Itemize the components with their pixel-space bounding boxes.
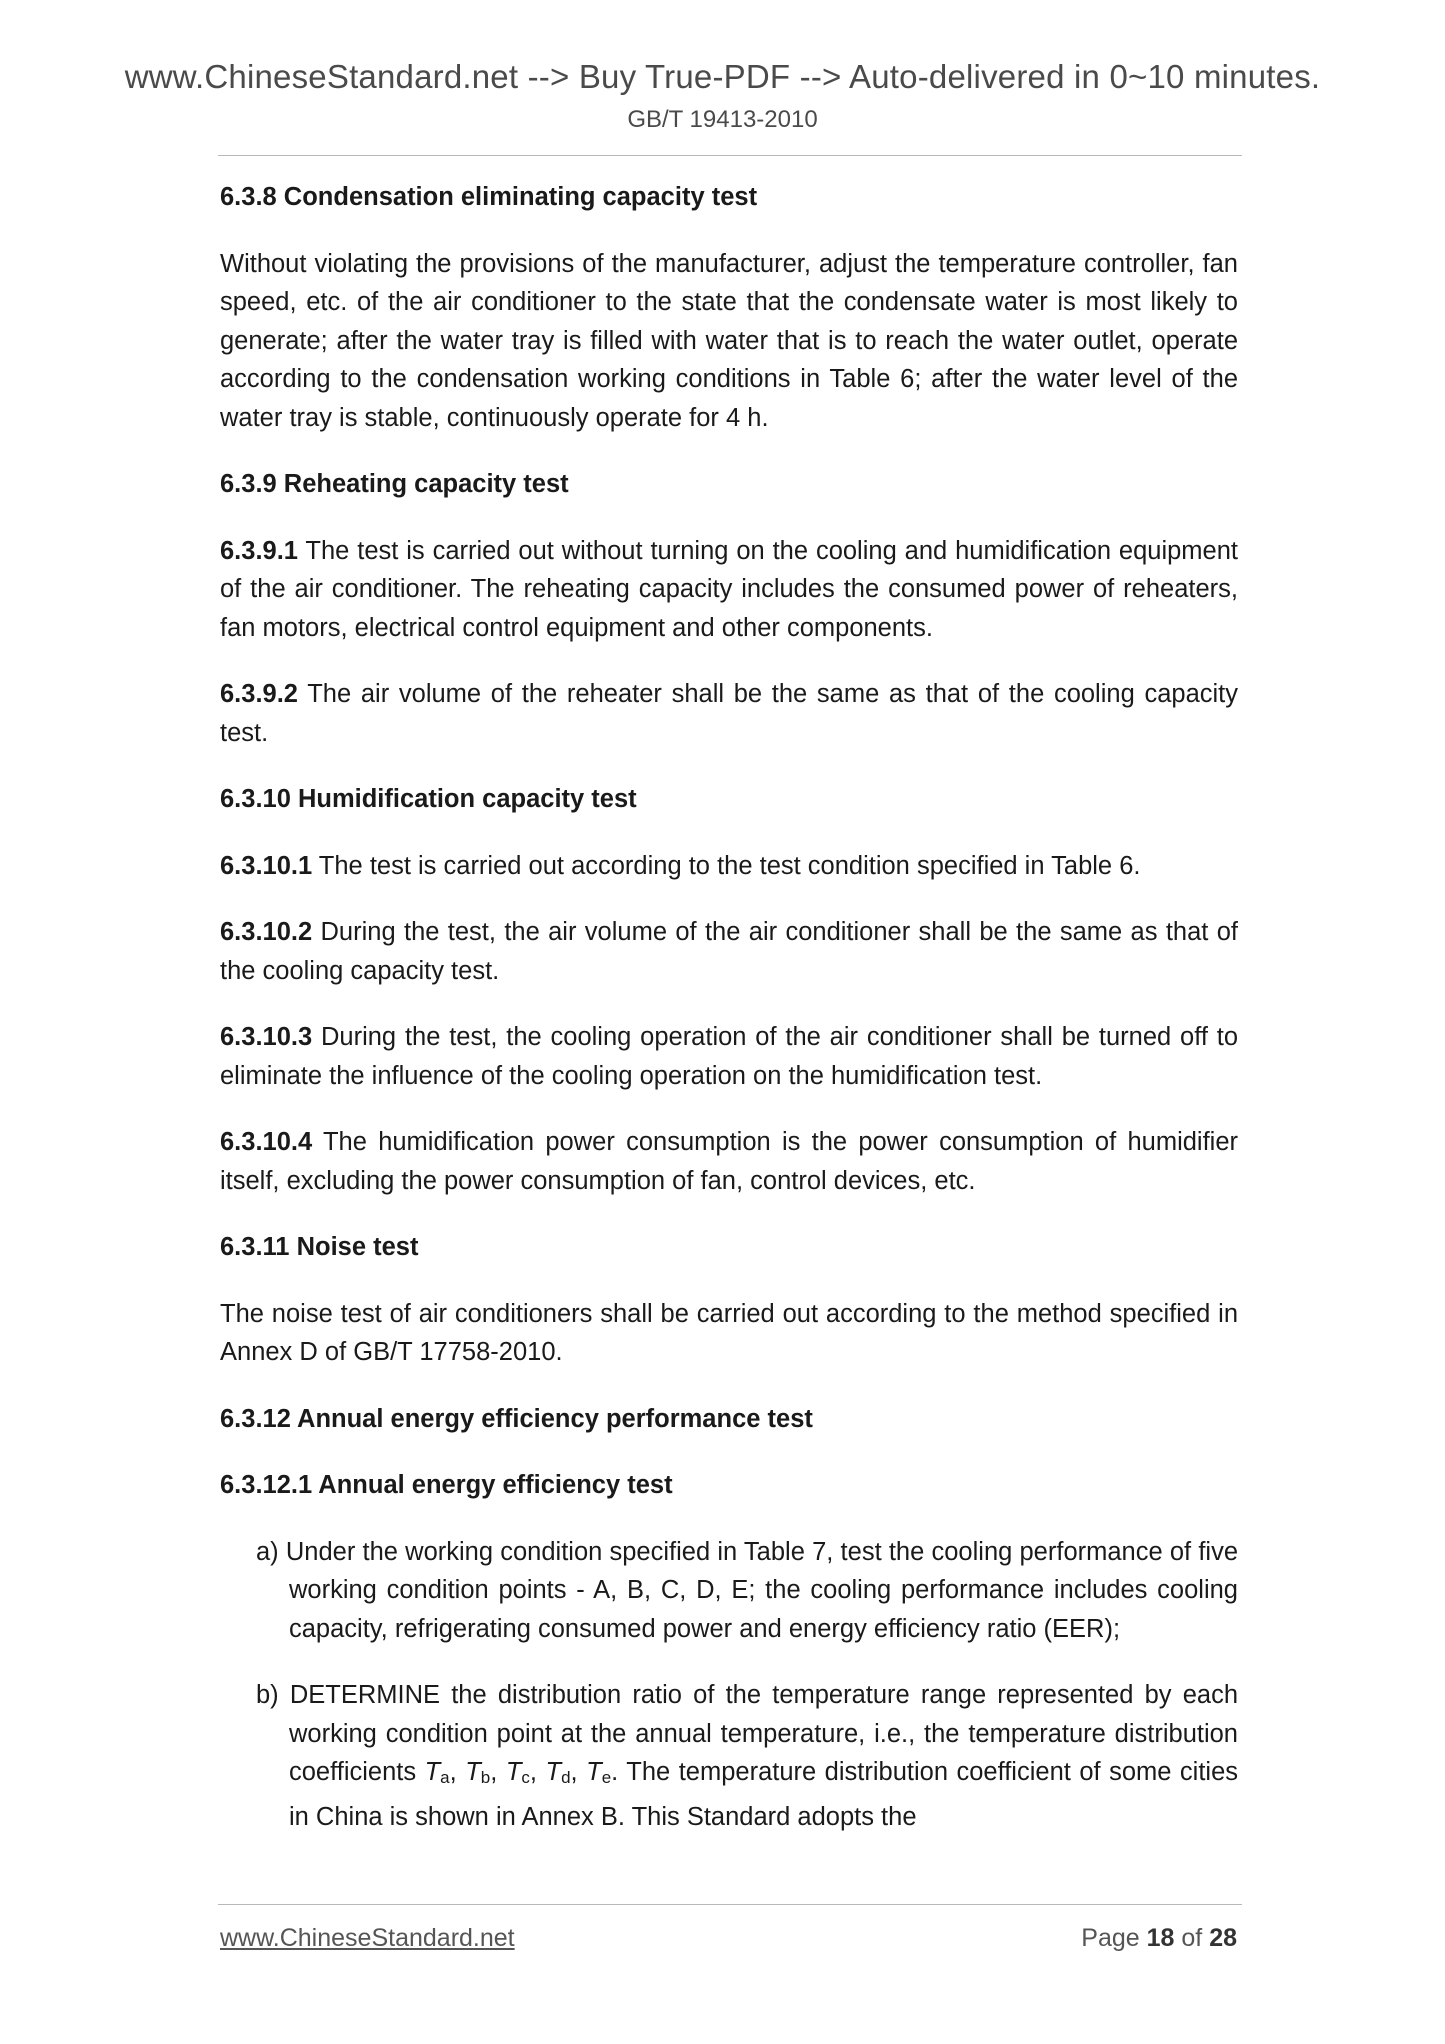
clause-number: 6.3.10.1 [220, 851, 313, 880]
coef-subscript: a [440, 1768, 450, 1787]
paragraph-6-3-10-3 [220, 1018, 1238, 1095]
page-of: of [1174, 1924, 1210, 1952]
clause-number: 6.3.10.4 [220, 1128, 313, 1156]
coef-subscript: d [561, 1768, 571, 1787]
paragraph-6-3-8: Without violating the provisions of the manufacturer, adjust the temperature controller, fan speed, etc. of the air conditioner to the state that the condensate water is most likely to generate; after the water tray is filled with water that is to reach the water outlet, operate according to the condensation working conditions in Table 6; after the water level of the water tray is stable, continuously operate for 4 h. [220, 249, 1238, 432]
clause-number: 6.3.9.2 [220, 680, 298, 708]
page-total: 28 [1209, 1924, 1237, 1952]
heading-6-3-10: 6.3.10 Humidification capacity test [220, 785, 637, 813]
coef-symbol: T [586, 1758, 602, 1786]
heading-6-3-11: 6.3.11 Noise test [220, 1233, 419, 1261]
paragraph-6-3-9-1 [220, 532, 1238, 648]
page-body [220, 178, 1238, 1836]
clause-number: 6.3.9.1 [220, 536, 298, 565]
clause-text: During the test, the cooling operation of the air conditioner shall be turned off to eliminate the influence of the cooling operation on the humidification test. [220, 1023, 1238, 1090]
coef-symbol: T [465, 1758, 481, 1786]
document-code: GB/T 19413-2010 [627, 106, 818, 133]
clause-text: The air volume of the reheater shall be the same as that of the cooling capacity test. [220, 680, 1238, 747]
coef-symbol: T [424, 1758, 441, 1786]
header-banner: www.ChineseStandard.net --> Buy True-PDF --> Auto-delivered in 0~10 minutes. [124, 58, 1321, 95]
page-indicator [1081, 1924, 1237, 1953]
coef-symbol: T [545, 1758, 562, 1786]
paragraph-6-3-11: The noise test of air conditioners shall be carried out according to the method specified in Annex D of GB/T 17758-2010. [220, 1299, 1238, 1366]
coef-separator: , [490, 1758, 506, 1786]
coef-subscript: b [480, 1768, 491, 1787]
clause-text: The humidification power consumption is the power consumption of humidifier itself, excluding the power consumption of fan, control devices, etc. [220, 1128, 1238, 1195]
list-item-b-text: . The temperature distribution coefficient of some cities in China is shown in Annex B. This Standard adopts the [289, 1758, 1239, 1831]
page-label: Page [1081, 1924, 1147, 1952]
coef-subscript: e [601, 1768, 612, 1787]
paragraph-6-3-10-2 [220, 913, 1238, 990]
heading-6-3-12: 6.3.12 Annual energy efficiency performance test [220, 1404, 813, 1433]
coef-symbol: T [505, 1758, 522, 1786]
coef-separator: , [570, 1758, 587, 1786]
footer-divider [218, 1904, 1242, 1905]
heading-6-3-8: 6.3.8 Condensation eliminating capacity test [220, 183, 758, 211]
clause-text: The test is carried out without turning on the cooling and humidification equipment of the air conditioner. The reheating capacity includes the consumed power of reheaters, fan motors, electrical control equipment and other components. [220, 536, 1238, 642]
footer-website-link[interactable]: www.ChineseStandard.net [220, 1924, 515, 1952]
coef-subscript: c [521, 1768, 530, 1787]
page-current: 18 [1146, 1924, 1175, 1952]
list-item-a: a) Under the working condition specified in Table 7, test the cooling performance of five working condition points - A, B, C, D, E; the cooling performance includes cooling capacity, refrigerating consumed power and energy efficiency ratio (EER); [256, 1537, 1238, 1643]
list-item-b-text: b) DETERMINE the distribution ratio of the temperature range represented by each working condition point at the annual temperature, i.e., the temperature distribution coefficients [256, 1681, 1238, 1786]
clause-text: The test is carried out according to the test condition specified in Table 6. [312, 851, 1141, 880]
paragraph-6-3-9-2 [220, 675, 1238, 752]
list-item-b [256, 1676, 1238, 1836]
paragraph-6-3-10-4 [220, 1123, 1238, 1200]
heading-6-3-12-1: 6.3.12.1 Annual energy efficiency test [220, 1471, 673, 1499]
heading-6-3-9: 6.3.9 Reheating capacity test [220, 470, 569, 498]
paragraph-6-3-10-1 [220, 847, 1238, 886]
clause-text: During the test, the air volume of the air conditioner shall be the same as that of the cooling capacity test. [220, 918, 1238, 985]
clause-number: 6.3.10.3 [220, 1023, 313, 1051]
coef-separator: , [449, 1758, 466, 1786]
header-divider [218, 155, 1242, 156]
clause-number: 6.3.10.2 [220, 918, 313, 946]
coef-separator: , [529, 1758, 546, 1786]
